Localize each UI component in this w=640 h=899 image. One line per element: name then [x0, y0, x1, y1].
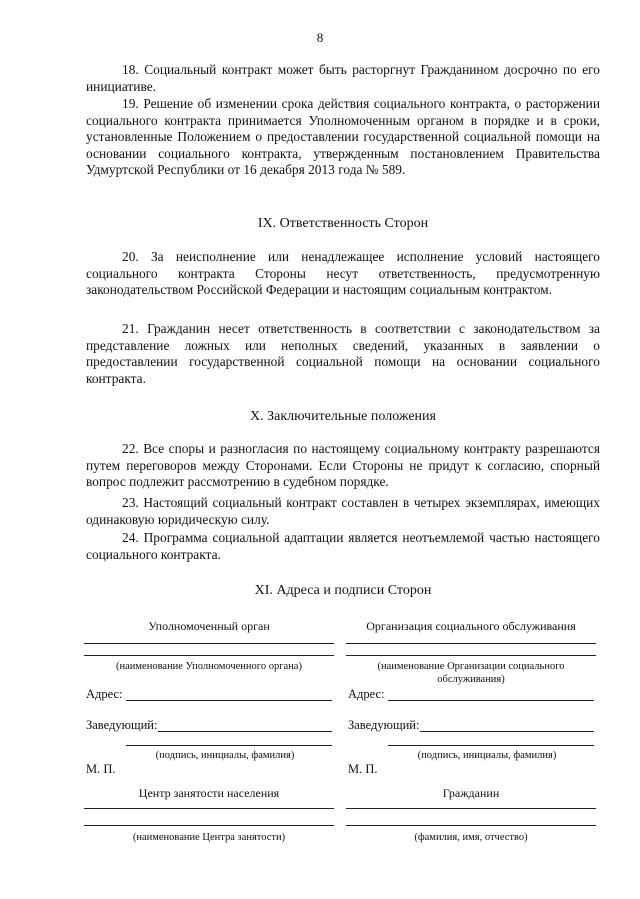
- social-service-org-sign-caption: (подпись, инициалы, фамилия): [417, 750, 557, 761]
- section-heading-xi: XI. Адреса и подписи Сторон: [254, 583, 432, 598]
- section-heading-x: X. Заключительные положения: [250, 409, 436, 424]
- social-service-org-caption-line-1: (наименование Организации социального: [377, 661, 565, 672]
- authorized-body-name-line-2: [84, 655, 334, 656]
- social-service-org-sign-line: [388, 745, 594, 746]
- authorized-body-address-line: [126, 700, 332, 701]
- citizen-name-caption: (фамилия, имя, отчество): [414, 832, 528, 843]
- authorized-body-head-line: [158, 731, 332, 732]
- authorized-body-head-label: Заведующий:: [86, 718, 158, 732]
- authorized-body-name-line: [84, 643, 334, 644]
- social-service-org-seal: М. П.: [348, 762, 378, 776]
- social-service-org-name-line-2: [346, 655, 596, 656]
- authorized-body-sign-line: [126, 745, 332, 746]
- employment-center-name-caption: (наименование Центра занятости): [132, 832, 286, 843]
- paragraph-23: 23. Настоящий социальный контракт составлен в четырех экземплярах, имеющих одинаковую юридическую силу.: [86, 495, 600, 527]
- paragraph-22: 22. Все споры и разногласия по настоящему социальному контракту разрешаются путем переговоров между Сторонами. Если Стороны не придут к согласию, спорный вопрос подлежит рассмотрению в судебном порядке.: [86, 441, 600, 490]
- citizen-name-line: [346, 808, 596, 809]
- authorized-body-sign-caption: (подпись, инициалы, фамилия): [155, 750, 295, 761]
- social-service-org-head-line: [420, 731, 594, 732]
- social-service-org-caption-line-2: обслуживания): [437, 674, 505, 685]
- employment-center-title: Центр занятости населения: [138, 786, 280, 800]
- paragraph-18: 18. Социальный контракт может быть расторгнут Гражданином досрочно по его инициативе.: [86, 62, 600, 94]
- social-service-org-name-line: [346, 643, 596, 644]
- section-heading-ix: IX. Ответственность Сторон: [257, 216, 429, 231]
- social-service-org-address-label: Адрес:: [348, 687, 385, 701]
- paragraph-19: 19. Решение об изменении срока действия социального контракта, о расторжении социального контракта принимается Уполномоченным органом в порядке и в сроки, установленные Положением о предоставлении государственной социальной помощи на основании социального контракта, утвержденным постановлением Правительства Удмуртской Республики от 16 декабря 2013 года № 589.: [86, 96, 600, 178]
- page-number: 8: [316, 30, 324, 45]
- employment-center-name-line-2: [84, 825, 334, 826]
- employment-center-name-line: [84, 808, 334, 809]
- citizen-title: Гражданин: [442, 786, 500, 800]
- authorized-body-seal: М. П.: [86, 762, 116, 776]
- paragraph-20: 20. За неисполнение или ненадлежащее исполнение условий настоящего социального контракта Стороны несут ответственность, предусмотренную законодательством Российской Федерации и настоящим социальным контрактом.: [86, 249, 600, 298]
- paragraph-21: 21. Гражданин несет ответственность в соответствии с законодательством за представление ложных или неполных сведений, указанных в заявлении о предоставлении государственной социальной помощи на основании социального контракта.: [86, 321, 600, 386]
- social-service-org-name-caption: [346, 660, 596, 686]
- social-service-org-address-line: [388, 700, 594, 701]
- authorized-body-address-label: Адрес:: [86, 687, 123, 701]
- social-service-org-title: Организация социального обслуживания: [366, 619, 576, 633]
- paragraph-24: 24. Программа социальной адаптации является неотъемлемой частью настоящего социального контракта.: [86, 530, 600, 562]
- authorized-body-name-caption: (наименование Уполномоченного органа): [116, 661, 302, 672]
- citizen-name-line-2: [346, 825, 596, 826]
- social-service-org-head-label: Заведующий:: [348, 718, 420, 732]
- authorized-body-title: Уполномоченный орган: [148, 619, 270, 633]
